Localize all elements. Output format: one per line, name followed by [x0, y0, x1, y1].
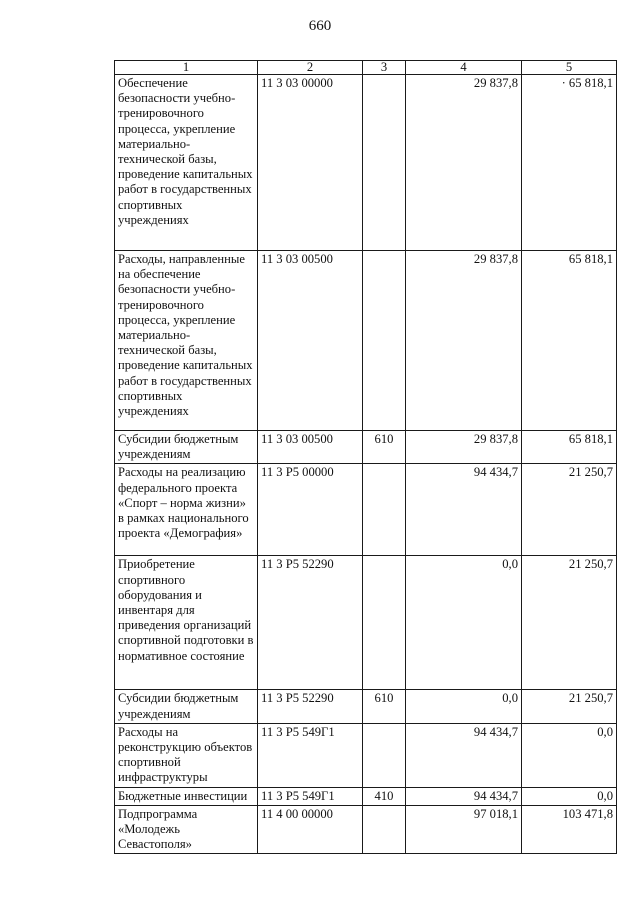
row-type: [363, 556, 406, 690]
row-name: Подпрограмма «Молодежь Севастополя»: [115, 805, 258, 854]
row-name: Бюджетные инвестиции: [115, 787, 258, 805]
column-header: 4: [406, 61, 522, 75]
row-code: 11 3 P5 52290: [258, 556, 363, 690]
table-row: [115, 431, 617, 464]
row-value-col5: 21 250,7: [522, 556, 617, 690]
row-value-col4: 29 837,8: [406, 431, 522, 464]
row-code: 11 3 P5 549Г1: [258, 723, 363, 787]
row-name: Расходы на реконструкцию объектов спортивной инфраструктуры: [115, 723, 258, 787]
table-header-row: [115, 61, 617, 75]
table-row: [115, 723, 617, 787]
column-header: 1: [115, 61, 258, 75]
budget-table: [114, 60, 617, 854]
table-row: [115, 464, 617, 556]
column-header: 2: [258, 61, 363, 75]
table-row: [115, 787, 617, 805]
table-row: [115, 75, 617, 251]
row-code: 11 3 P5 52290: [258, 690, 363, 723]
table-row: [115, 251, 617, 431]
row-value-col5: 65 818,1: [522, 431, 617, 464]
row-code: 11 3 03 00000: [258, 75, 363, 251]
row-type: 610: [363, 431, 406, 464]
row-value-col4: 29 837,8: [406, 251, 522, 431]
column-header: 3: [363, 61, 406, 75]
row-value-col4: 29 837,8: [406, 75, 522, 251]
table-row: [115, 805, 617, 854]
row-value-col4: 0,0: [406, 556, 522, 690]
row-value-col4: 94 434,7: [406, 723, 522, 787]
row-name: Приобретение спортивного оборудования и инвентаря для приведения организаций спортивной подготовки в нормативное состояние: [115, 556, 258, 690]
row-code: 11 3 03 00500: [258, 251, 363, 431]
page-number: 660: [308, 18, 332, 34]
row-name: Субсидии бюджетным учреждениям: [115, 431, 258, 464]
row-name: Расходы, направленные на обеспечение безопасности учебно-тренировочного процесса, укрепление материально-технической базы, проведение капитальных работ в государственных спортивных учреждениях: [115, 251, 258, 431]
row-value-col5: 65 818,1: [522, 251, 617, 431]
row-name: Субсидии бюджетным учреждениям: [115, 690, 258, 723]
row-value-col4: 97 018,1: [406, 805, 522, 854]
row-code: 11 4 00 00000: [258, 805, 363, 854]
row-value-col5: 21 250,7: [522, 464, 617, 556]
row-name: Обеспечение безопасности учебно-тренировочного процесса, укрепление материально-технической базы, проведение капитальных работ в государственных спортивных учреждениях: [115, 75, 258, 251]
row-value-col5: 21 250,7: [522, 690, 617, 723]
row-value-col4: 94 434,7: [406, 464, 522, 556]
row-value-col4: 94 434,7: [406, 787, 522, 805]
row-type: [363, 464, 406, 556]
row-value-col5: 0,0: [522, 723, 617, 787]
row-code: 11 3 03 00500: [258, 431, 363, 464]
row-type: 410: [363, 787, 406, 805]
row-name: Расходы на реализацию федерального проекта «Спорт – норма жизни» в рамках национального проекта «Демография»: [115, 464, 258, 556]
table-row: [115, 556, 617, 690]
row-code: 11 3 P5 00000: [258, 464, 363, 556]
column-header: 5: [522, 61, 617, 75]
row-value-col5: · 65 818,1: [522, 75, 617, 251]
row-type: [363, 805, 406, 854]
row-type: [363, 75, 406, 251]
table-row: [115, 690, 617, 723]
row-type: [363, 251, 406, 431]
row-type: [363, 723, 406, 787]
row-value-col4: 0,0: [406, 690, 522, 723]
row-code: 11 3 P5 549Г1: [258, 787, 363, 805]
row-type: 610: [363, 690, 406, 723]
row-value-col5: 103 471,8: [522, 805, 617, 854]
row-value-col5: 0,0: [522, 787, 617, 805]
